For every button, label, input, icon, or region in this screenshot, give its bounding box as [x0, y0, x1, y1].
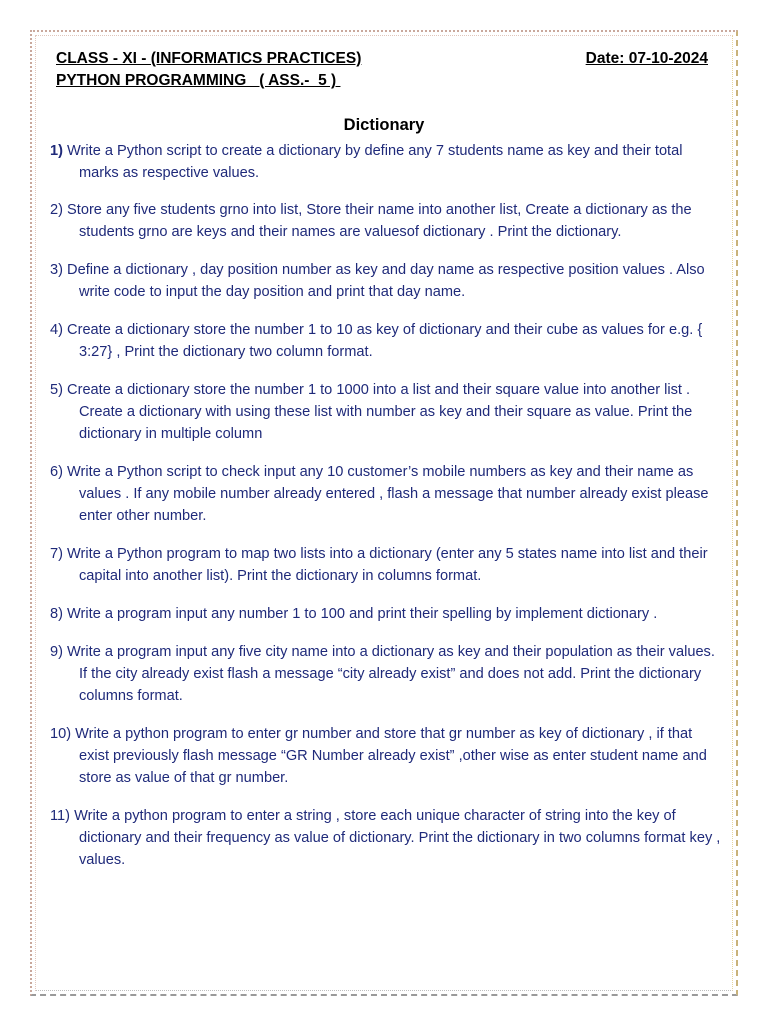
question-number: 2): [50, 202, 63, 218]
header-row-class-date: [56, 48, 708, 70]
question-text: Write a Python script to create a dictionary by define any 7 students name as key and their total marks as respective values.: [62, 143, 683, 181]
question-text: Write a python program to enter a string , store each unique character of string into the key of dictionary and their frequency as value of dictionary. Print the dictionary in two columns format key , values.: [70, 808, 721, 868]
question-number: 8): [50, 606, 63, 622]
question-number: 10): [50, 726, 72, 742]
question-text: Create a dictionary store the number 1 to 10 as key of dictionary and their cube as values for e.g. { 3:27} , Print the dictionary two column format.: [62, 322, 703, 360]
question-item: [50, 259, 722, 303]
question-text: Write a Python script to check input any 10 customer’s mobile numbers as key and their name as values . If any mobile number already entered , flash a message that number already exist please enter other number.: [62, 464, 709, 524]
question-number: 4): [50, 322, 63, 338]
question-text: Store any five students grno into list, Store their name into another list, Create a dictionary as the students grno are keys and their names are valuesof dictionary . Print the dictionary.: [62, 202, 692, 240]
question-number: 11): [50, 808, 71, 824]
question-text: Write a python program to enter gr number and store that gr number as key of dictionary , if that exist previously flash message “GR Number already exist” ,other wise as enter student name and store as value of that gr number.: [71, 726, 707, 786]
question-item: [50, 805, 722, 871]
question-item: [50, 319, 722, 363]
class-heading: CLASS - XI - (INFORMATICS PRACTICES): [56, 50, 362, 67]
question-text: Write a program input any number 1 to 100 and print their spelling by implement dictionary .: [62, 606, 658, 622]
question-text: Define a dictionary , day position number as key and day name as respective position values . Also write code to input the day position and print that day name.: [62, 262, 705, 300]
question-number: 9): [50, 644, 63, 660]
worksheet-header: [56, 48, 708, 92]
date-label: Date: 07-10-2024: [585, 50, 708, 67]
question-number: 5): [50, 382, 63, 398]
question-item: [50, 140, 722, 184]
subject-heading: PYTHON PROGRAMMING ( ASS.- 5 ): [56, 72, 341, 89]
question-text: Write a program input any five city name into a dictionary as key and their population as their values. If the city already exist flash a message “city already exist” and does not add. Print the dictionary columns format.: [62, 644, 715, 704]
page-title: Dictionary: [343, 116, 425, 134]
header-row-subject: [56, 70, 708, 92]
question-item: [50, 199, 722, 243]
question-item: [50, 723, 722, 789]
question-item: [50, 603, 722, 625]
question-list: [50, 140, 722, 887]
question-number: 7): [50, 546, 63, 562]
question-item: [50, 461, 722, 527]
question-item: [50, 641, 722, 707]
question-number: 1): [50, 143, 63, 159]
question-item: [50, 379, 722, 445]
question-number: 3): [50, 262, 63, 278]
question-item: [50, 543, 722, 587]
question-number: 6): [50, 464, 63, 480]
question-text: Write a Python program to map two lists into a dictionary (enter any 5 states name into list and their capital into another list). Print the dictionary in columns format.: [62, 546, 708, 584]
question-text: Create a dictionary store the number 1 to 1000 into a list and their square value into another list . Create a dictionary with using these list with number as key and their square as value. Print the dictionary in multiple column: [62, 382, 693, 442]
